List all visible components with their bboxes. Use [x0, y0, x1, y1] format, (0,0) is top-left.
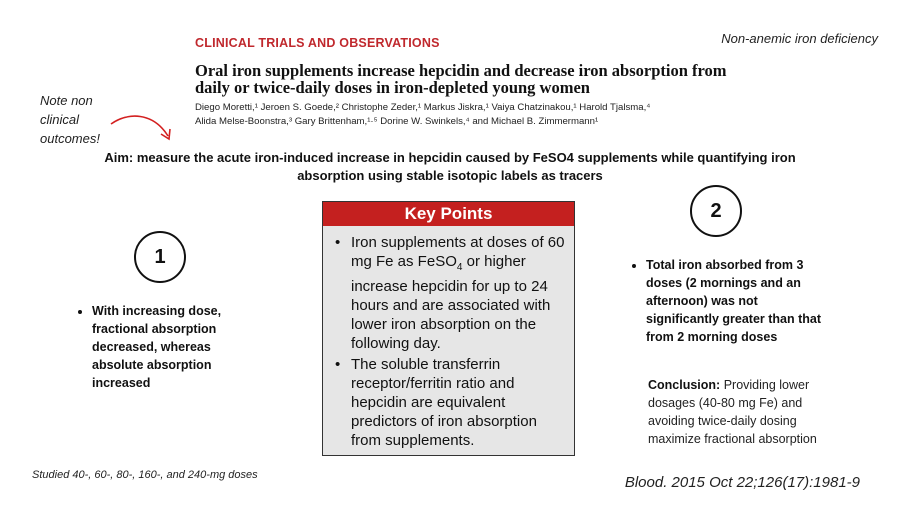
- aim-statement: Aim: measure the acute iron-induced increase in hepcidin caused by FeSO4 supplements while quantifying iron absorption using stable isotopic labels as tracers: [104, 150, 796, 183]
- journal-section-heading: CLINICAL TRIALS AND OBSERVATIONS: [195, 36, 440, 50]
- authors-list: [195, 101, 715, 129]
- key-points-list: [323, 226, 574, 450]
- paper-title: Oral iron supplements increase hepcidin and decrease iron absorption from daily or twice-daily doses in iron-depleted young women: [195, 61, 727, 97]
- key-points-header: Key Points: [323, 202, 574, 226]
- finding-2: [632, 256, 822, 346]
- finding-2-text: • Total iron absorbed from 3 doses (2 mornings and an afternoon) was not significantly greater than that from 2 morning doses: [646, 256, 822, 346]
- key-point-1-sub: 4: [456, 262, 463, 273]
- finding-1-text: • With increasing dose, fractional absorption decreased, whereas absolute absorption increased: [92, 302, 248, 392]
- key-point-item-1: [351, 233, 566, 353]
- citation: Blood. 2015 Oct 22;126(17):1981-9: [624, 474, 860, 491]
- top-right-note: Non-anemic iron deficiency: [721, 31, 878, 46]
- number-circle-1: 1: [134, 231, 186, 283]
- key-point-item-2: • The soluble transferrin receptor/ferritin ratio and hepcidin are equivalent predictors of iron absorption from supplements.: [351, 355, 566, 450]
- key-point-1-pre: Iron supplements at doses of 60 mg Fe as FeSO: [351, 234, 565, 270]
- key-point-1-post: or higher increase hepcidin for up to 24 hours and are associated with lower iron absorption on the following day.: [351, 253, 551, 352]
- key-points-box: [322, 201, 575, 456]
- authors-line-2: Alida Melse-Boonstra,³ Gary Brittenham,¹·⁵ Dorine W. Swinkels,⁴ and Michael B. Zimmermann¹: [195, 116, 599, 127]
- conclusion-label: Conclusion:: [648, 378, 721, 392]
- conclusion-block: [648, 376, 848, 448]
- curved-arrow-icon: [108, 110, 178, 146]
- authors-line-1: Diego Moretti,¹ Jeroen S. Goede,² Christophe Zeder,¹ Markus Jiskra,¹ Vaiya Chatzinakou,¹ Harold Tjalsma,⁴: [195, 102, 651, 113]
- finding-1: [78, 302, 248, 392]
- note-non-clinical: Note non clinical outcomes!: [40, 93, 100, 146]
- number-circle-2: 2: [690, 185, 742, 237]
- studied-doses-note: Studied 40-, 60-, 80-, 160-, and 240-mg doses: [32, 469, 258, 481]
- conclusion-text: Providing lower dosages (40-80 mg Fe) and avoiding twice-daily dosing maximize fractional absorption: [648, 378, 817, 446]
